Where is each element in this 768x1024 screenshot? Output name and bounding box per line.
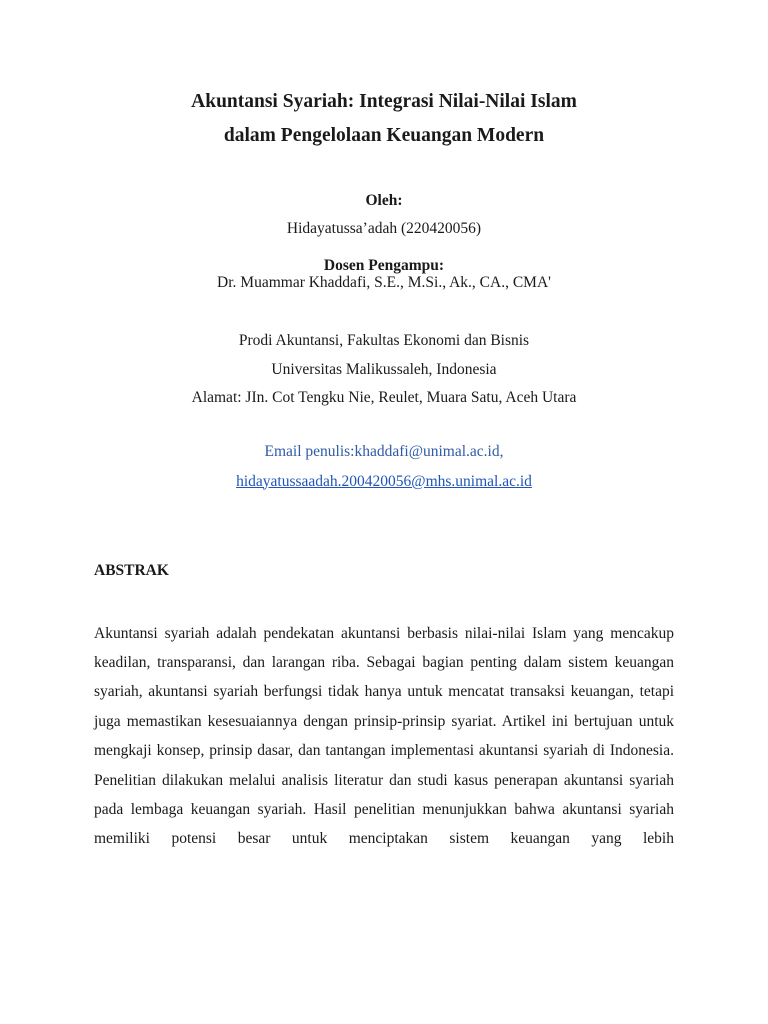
document-title: [94, 0, 674, 153]
email-line-2: [94, 467, 674, 497]
email-link[interactable]: hidayatussaadah.200420056@mhs.unimal.ac.id: [236, 472, 532, 490]
author-name: Hidayatussa’adah (220420056): [286, 220, 482, 237]
affiliation-address: Alamat: JIn. Cot Tengku Nie, Reulet, Muara Satu, Aceh Utara: [191, 389, 577, 406]
affiliation-program: Prodi Akuntansi, Fakultas Ekonomi dan Bisnis: [238, 332, 530, 349]
title-line-1: Akuntansi Syariah: Integrasi Nilai-Nilai Islam: [191, 91, 577, 112]
email-line-1: Email penulis:khaddafi@unimal.ac.id,: [264, 442, 504, 460]
dosen-label: Dosen Pengampu:: [323, 257, 445, 274]
abstract-heading: ABSTRAK: [94, 561, 169, 579]
title-line-2: dalam Pengelolaan Keuangan Modern: [223, 125, 545, 146]
email-block: [94, 437, 674, 497]
dosen-name: Dr. Muammar Khaddafi, S.E., M.Si., Ak., CA., CMA': [217, 274, 551, 291]
affiliation-university: Universitas Malikussaleh, Indonesia: [271, 360, 497, 378]
abstract-paragraph: Akuntansi syariah adalah pendekatan akuntansi berbasis nilai-nilai Islam yang mencakup keadilan, transparansi, dan larangan riba. Sebagai bagian penting dalam sistem keuangan syariah, akuntansi syariah berfungsi tidak hanya untuk mencatat transaksi keuangan, tetapi juga memastikan kesesuaiannya dengan prinsip-prinsip syariat. Artikel ini bertujuan untuk mengkaji konsep, prinsip dasar, dan tantangan implementasi akuntansi syariah di Indonesia. Penelitian dilakukan melalui analisis literatur dan studi kasus penerapan akuntansi syariah pada lembaga keuangan syariah. Hasil penelitian menunjukkan bahwa akuntansi syariah memiliki potensi besar untuk menciptakan sistem keuangan yang lebih: [94, 624, 674, 848]
oleh-label: Oleh:: [365, 192, 403, 209]
affiliation-block: [94, 327, 674, 413]
